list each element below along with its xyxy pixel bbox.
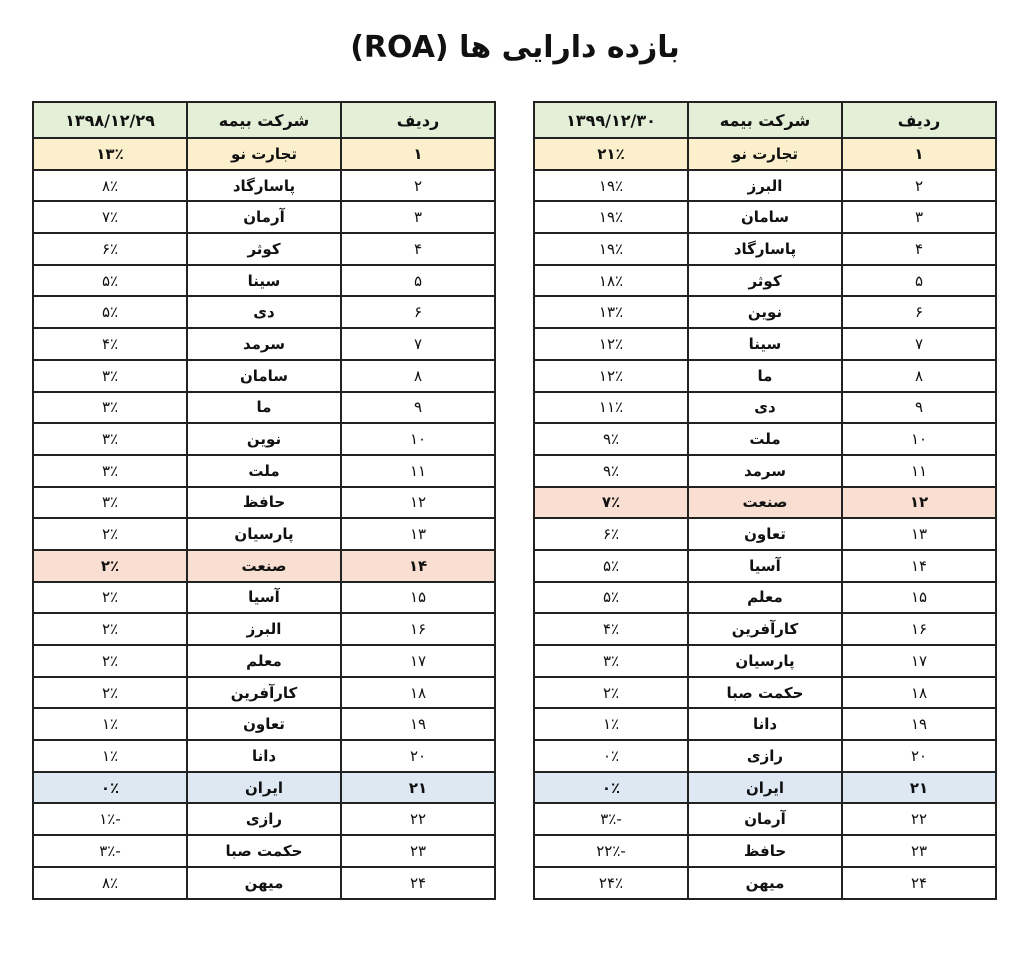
- rank-cell: ۱۰: [842, 423, 996, 455]
- rank-cell: ۲۳: [842, 835, 996, 867]
- roa-value-cell: ۱۳٪: [534, 296, 688, 328]
- company-cell: آسیا: [187, 582, 341, 614]
- rank-cell: ۲: [842, 170, 996, 202]
- roa-value-cell: ۲٪: [33, 645, 187, 677]
- roa-value-cell: ۲٪: [534, 677, 688, 709]
- roa-value-cell: ۵٪: [534, 582, 688, 614]
- company-cell: کوثر: [187, 233, 341, 265]
- roa-value-cell: -۲۲٪: [534, 835, 688, 867]
- company-cell: ملت: [688, 423, 842, 455]
- rank-cell: ۱: [341, 138, 495, 170]
- rank-cell: ۶: [341, 296, 495, 328]
- table-row: [33, 550, 495, 582]
- company-cell: آسیا: [688, 550, 842, 582]
- roa-value-cell: ۲٪: [33, 677, 187, 709]
- rank-cell: ۱۹: [842, 708, 996, 740]
- table-row: [33, 740, 495, 772]
- table-row: [534, 518, 996, 550]
- rank-cell: ۲۴: [341, 867, 495, 899]
- roa-value-cell: ۷٪: [534, 487, 688, 519]
- rank-cell: ۱۶: [842, 613, 996, 645]
- rank-cell: ۵: [341, 265, 495, 297]
- roa-value-cell: ۳٪: [33, 423, 187, 455]
- rank-cell: ۸: [341, 360, 495, 392]
- table-row: [534, 487, 996, 519]
- table-row: [534, 455, 996, 487]
- rank-cell: ۱: [842, 138, 996, 170]
- rank-cell: ۱۸: [341, 677, 495, 709]
- roa-value-cell: ۱۹٪: [534, 233, 688, 265]
- company-cell: آرمان: [688, 803, 842, 835]
- rank-cell: ۵: [842, 265, 996, 297]
- company-cell: صنعت: [688, 487, 842, 519]
- rank-cell: ۱۲: [842, 487, 996, 519]
- rank-cell: ۲۲: [341, 803, 495, 835]
- table-row: [33, 328, 495, 360]
- company-cell: حافظ: [688, 835, 842, 867]
- rank-cell: ۷: [341, 328, 495, 360]
- rank-cell: ۲۲: [842, 803, 996, 835]
- company-cell: سرمد: [187, 328, 341, 360]
- table-row: [33, 645, 495, 677]
- page-title: بازده دارایی ها (ROA): [350, 30, 680, 65]
- table-row: [534, 170, 996, 202]
- table-row: [33, 677, 495, 709]
- roa-value-cell: ۲۱٪: [534, 138, 688, 170]
- company-cell: صنعت: [187, 550, 341, 582]
- rank-cell: ۱۵: [842, 582, 996, 614]
- table-row: [33, 582, 495, 614]
- rank-cell: ۲۱: [341, 772, 495, 804]
- rank-cell: ۹: [842, 392, 996, 424]
- header-rank: ردیف: [341, 102, 495, 138]
- rank-cell: ۱۷: [341, 645, 495, 677]
- company-cell: میهن: [187, 867, 341, 899]
- rank-cell: ۳: [842, 201, 996, 233]
- table-row: [534, 803, 996, 835]
- roa-value-cell: ۲٪: [33, 582, 187, 614]
- table-row: [534, 645, 996, 677]
- company-cell: کوثر: [688, 265, 842, 297]
- table-row: [534, 296, 996, 328]
- company-cell: ایران: [688, 772, 842, 804]
- rank-cell: ۱۱: [341, 455, 495, 487]
- rank-cell: ۱۳: [341, 518, 495, 550]
- table-row: [534, 708, 996, 740]
- table-row: [33, 772, 495, 804]
- roa-value-cell: ۲۴٪: [534, 867, 688, 899]
- company-cell: تجارت نو: [688, 138, 842, 170]
- rank-cell: ۱۷: [842, 645, 996, 677]
- roa-value-cell: -۳٪: [534, 803, 688, 835]
- company-cell: نوین: [187, 423, 341, 455]
- company-cell: نوین: [688, 296, 842, 328]
- table-row: [534, 772, 996, 804]
- company-cell: پارسیان: [688, 645, 842, 677]
- roa-value-cell: ۷٪: [33, 201, 187, 233]
- company-cell: پاسارگاد: [688, 233, 842, 265]
- company-cell: تعاون: [688, 518, 842, 550]
- rank-cell: ۲۰: [842, 740, 996, 772]
- table-row: [534, 138, 996, 170]
- roa-value-cell: ۱۲٪: [534, 328, 688, 360]
- rank-cell: ۷: [842, 328, 996, 360]
- header-company: شرکت بیمه: [688, 102, 842, 138]
- table-row: [33, 518, 495, 550]
- rank-cell: ۲: [341, 170, 495, 202]
- header-company: شرکت بیمه: [187, 102, 341, 138]
- company-cell: معلم: [688, 582, 842, 614]
- company-cell: حکمت صبا: [688, 677, 842, 709]
- header-date: ۱۳۹۸/۱۲/۲۹: [33, 102, 187, 138]
- table-row: [534, 201, 996, 233]
- rank-cell: ۲۰: [341, 740, 495, 772]
- table-row: [33, 455, 495, 487]
- roa-value-cell: ۶٪: [534, 518, 688, 550]
- roa-value-cell: ۱٪: [534, 708, 688, 740]
- roa-value-cell: ۴٪: [33, 328, 187, 360]
- company-cell: دی: [688, 392, 842, 424]
- roa-value-cell: ۲٪: [33, 613, 187, 645]
- company-cell: پاسارگاد: [187, 170, 341, 202]
- rank-cell: ۹: [341, 392, 495, 424]
- table-row: [534, 582, 996, 614]
- company-cell: البرز: [688, 170, 842, 202]
- company-cell: دانا: [187, 740, 341, 772]
- header-rank: ردیف: [842, 102, 996, 138]
- company-cell: حافظ: [187, 487, 341, 519]
- rank-cell: ۱۶: [341, 613, 495, 645]
- company-cell: دانا: [688, 708, 842, 740]
- table-row: [33, 392, 495, 424]
- rank-cell: ۴: [842, 233, 996, 265]
- roa-value-cell: ۱۱٪: [534, 392, 688, 424]
- table-row: [534, 265, 996, 297]
- rank-cell: ۱۲: [341, 487, 495, 519]
- rank-cell: ۱۰: [341, 423, 495, 455]
- table-row: [33, 803, 495, 835]
- roa-value-cell: ۳٪: [33, 455, 187, 487]
- rank-cell: ۱۴: [842, 550, 996, 582]
- table-row: [33, 170, 495, 202]
- company-cell: ما: [688, 360, 842, 392]
- roa-value-cell: ۸٪: [33, 867, 187, 899]
- roa-value-cell: ۵٪: [33, 296, 187, 328]
- table-row: [33, 233, 495, 265]
- roa-value-cell: ۴٪: [534, 613, 688, 645]
- rank-cell: ۲۳: [341, 835, 495, 867]
- roa-value-cell: -۱٪: [33, 803, 187, 835]
- roa-value-cell: ۳٪: [33, 487, 187, 519]
- rank-cell: ۱۸: [842, 677, 996, 709]
- table-row: [33, 708, 495, 740]
- roa-value-cell: ۳٪: [33, 360, 187, 392]
- rank-cell: ۸: [842, 360, 996, 392]
- company-cell: ملت: [187, 455, 341, 487]
- rank-cell: ۴: [341, 233, 495, 265]
- company-cell: ما: [187, 392, 341, 424]
- table-row: [534, 677, 996, 709]
- table-row: [534, 613, 996, 645]
- table-row: [534, 360, 996, 392]
- table-header-row: [33, 102, 495, 138]
- company-cell: سامان: [688, 201, 842, 233]
- roa-value-cell: ۸٪: [33, 170, 187, 202]
- company-cell: حکمت صبا: [187, 835, 341, 867]
- table-row: [33, 835, 495, 867]
- rank-cell: ۲۱: [842, 772, 996, 804]
- rank-cell: ۶: [842, 296, 996, 328]
- table-row: [33, 487, 495, 519]
- company-cell: معلم: [187, 645, 341, 677]
- roa-value-cell: ۰٪: [534, 772, 688, 804]
- company-cell: سینا: [688, 328, 842, 360]
- table-row: [534, 867, 996, 899]
- roa-value-cell: -۳٪: [33, 835, 187, 867]
- rank-cell: ۲۴: [842, 867, 996, 899]
- company-cell: سامان: [187, 360, 341, 392]
- table-row: [534, 423, 996, 455]
- table-row: [534, 233, 996, 265]
- roa-value-cell: ۶٪: [33, 233, 187, 265]
- company-cell: البرز: [187, 613, 341, 645]
- table-header-row: [534, 102, 996, 138]
- company-cell: ایران: [187, 772, 341, 804]
- company-cell: سرمد: [688, 455, 842, 487]
- company-cell: پارسیان: [187, 518, 341, 550]
- company-cell: آرمان: [187, 201, 341, 233]
- roa-value-cell: ۰٪: [33, 772, 187, 804]
- table-row: [33, 360, 495, 392]
- roa-value-cell: ۱۸٪: [534, 265, 688, 297]
- roa-table-1398: [32, 101, 496, 900]
- rank-cell: ۱۵: [341, 582, 495, 614]
- roa-value-cell: ۱۹٪: [534, 170, 688, 202]
- rank-cell: ۱۱: [842, 455, 996, 487]
- table-row: [33, 201, 495, 233]
- roa-value-cell: ۹٪: [534, 423, 688, 455]
- table-row: [534, 835, 996, 867]
- roa-value-cell: ۱٪: [33, 740, 187, 772]
- roa-value-cell: ۰٪: [534, 740, 688, 772]
- roa-value-cell: ۳٪: [33, 392, 187, 424]
- table-row: [534, 740, 996, 772]
- company-cell: رازی: [688, 740, 842, 772]
- roa-value-cell: ۹٪: [534, 455, 688, 487]
- table-row: [33, 867, 495, 899]
- rank-cell: ۱۴: [341, 550, 495, 582]
- rank-cell: ۱۳: [842, 518, 996, 550]
- company-cell: کارآفرین: [187, 677, 341, 709]
- company-cell: کارآفرین: [688, 613, 842, 645]
- table-row: [33, 138, 495, 170]
- roa-value-cell: ۵٪: [33, 265, 187, 297]
- table-row: [534, 550, 996, 582]
- table-row: [33, 296, 495, 328]
- company-cell: میهن: [688, 867, 842, 899]
- table-row: [534, 392, 996, 424]
- company-cell: رازی: [187, 803, 341, 835]
- table-row: [33, 423, 495, 455]
- table-row: [33, 265, 495, 297]
- table-row: [33, 613, 495, 645]
- table-row: [534, 328, 996, 360]
- header-date: ۱۳۹۹/۱۲/۳۰: [534, 102, 688, 138]
- company-cell: تجارت نو: [187, 138, 341, 170]
- roa-value-cell: ۲٪: [33, 550, 187, 582]
- rank-cell: ۳: [341, 201, 495, 233]
- company-cell: تعاون: [187, 708, 341, 740]
- rank-cell: ۱۹: [341, 708, 495, 740]
- roa-value-cell: ۳٪: [534, 645, 688, 677]
- roa-table-1399: [533, 101, 997, 900]
- company-cell: دی: [187, 296, 341, 328]
- roa-value-cell: ۱۹٪: [534, 201, 688, 233]
- roa-value-cell: ۱٪: [33, 708, 187, 740]
- roa-value-cell: ۱۲٪: [534, 360, 688, 392]
- company-cell: سینا: [187, 265, 341, 297]
- roa-value-cell: ۵٪: [534, 550, 688, 582]
- roa-value-cell: ۲٪: [33, 518, 187, 550]
- roa-value-cell: ۱۳٪: [33, 138, 187, 170]
